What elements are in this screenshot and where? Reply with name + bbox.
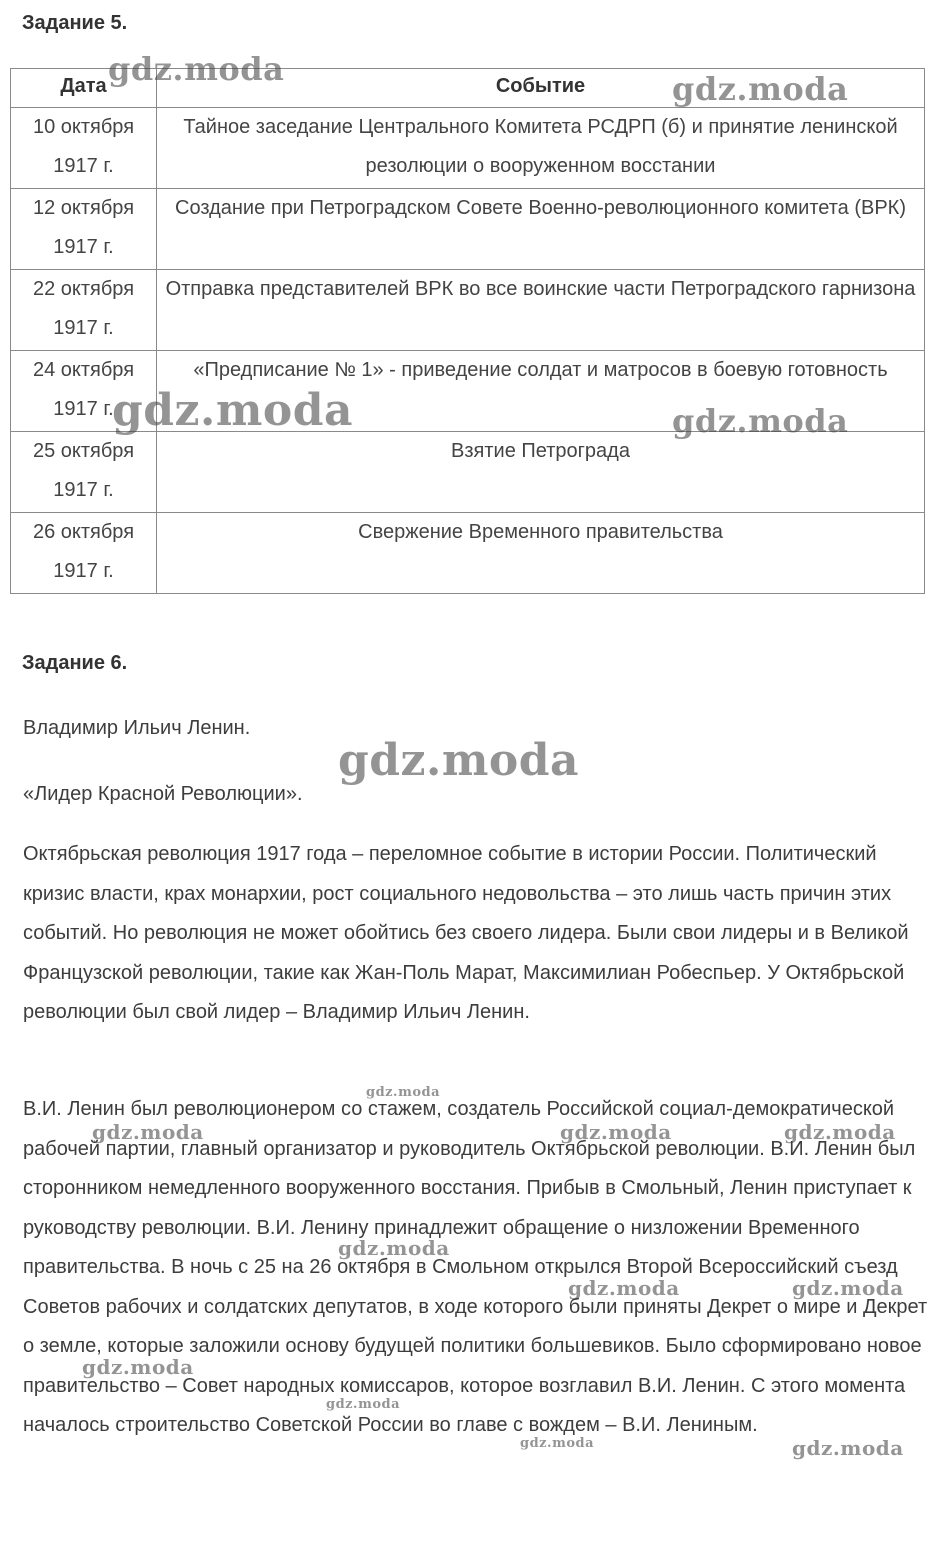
date-cell: 26 октября 1917 г. [11,513,157,594]
watermark: gdz.moda [520,1436,595,1451]
watermark: gdz.moda [366,1085,441,1100]
event-column-header: Событие [157,69,925,108]
table-row [11,513,925,594]
events-table [10,68,925,594]
essay-paragraph-1: Октябрьская революция 1917 года – переломное событие в истории России. Политический кризис власти, крах монархии, рост социального недовольства – это лишь часть причин этих событий. Но революция не может обойтись без своего лидера. Были свои лидеры и в Великой Французской революции, такие как Жан-Поль Марат, Максимилиан Робеспьер. У Октябрьской революции был свой лидер – Владимир Ильич Ленин. [23,843,909,1023]
watermark: gdz.moda [672,402,849,440]
watermark: gdz.moda [112,385,354,436]
task5-title: Задание 5. [22,12,128,34]
table-row [11,108,925,189]
date-cell: 25 октября 1917 г. [11,432,157,513]
date-cell: 10 октября 1917 г. [11,108,157,189]
date-cell: 24 октября 1917 г. [11,351,157,432]
table-row [11,189,925,270]
watermark: gdz.moda [82,1355,194,1379]
date-cell: 22 октября 1917 г. [11,270,157,351]
event-cell: Создание при Петроградском Совете Военно-революционного комитета (ВРК) [157,189,925,270]
watermark: gdz.moda [784,1120,896,1144]
watermark: gdz.moda [326,1397,401,1412]
watermark: gdz.moda [792,1276,904,1300]
event-cell: Тайное заседание Центрального Комитета РСДРП (б) и принятие ленинской резолюции о вооруженном восстании [157,108,925,189]
essay-paragraph-2: В.И. Ленин был революционером со стажем, создатель Российской социал-демократической рабочей партии, главный организатор и руководитель Октябрьской революции. В.И. Ленин был сторонником немедленного вооруженного восстания. Прибыв в Смольный, Ленин приступает к руководству революции. В.И. Ленину принадлежит обращение о низложении Временного правительства. В ночь с 25 на 26 октября в Смольном открылся Второй Всероссийский съезд Советов рабочих и солдатских депутатов, в ходе которого были приняты Декрет о мире и Декрет о земле, которые заложили основу будущей политики большевиков. Было сформировано новое правительство – Совет народных комиссаров, которое возглавил В.И. Ленин. С этого момента началось строительство Советской России во главе с вождем – В.И. Лениным. [23,1098,928,1436]
watermark: gdz.moda [92,1120,204,1144]
essay-subject-name: Владимир Ильич Ленин. [23,717,251,739]
watermark: gdz.moda [338,735,580,786]
task6-title: Задание 6. [22,652,128,674]
table-row [11,270,925,351]
watermark: gdz.moda [108,50,285,88]
watermark: gdz.moda [560,1120,672,1144]
watermark: gdz.moda [568,1276,680,1300]
event-cell: Отправка представителей ВРК во все воинские части Петроградского гарнизона [157,270,925,351]
watermark: gdz.moda [338,1236,450,1260]
date-column-header: Дата [11,69,157,108]
table-row [11,432,925,513]
event-cell: «Предписание № 1» - приведение солдат и матросов в боевую готовность [157,351,925,432]
event-cell: Взятие Петрограда [157,432,925,513]
watermark: gdz.moda [672,70,849,108]
event-cell: Свержение Временного правительства [157,513,925,594]
date-cell: 12 октября 1917 г. [11,189,157,270]
essay-title-quote: «Лидер Красной Революции». [23,783,303,805]
watermark: gdz.moda [792,1436,904,1460]
